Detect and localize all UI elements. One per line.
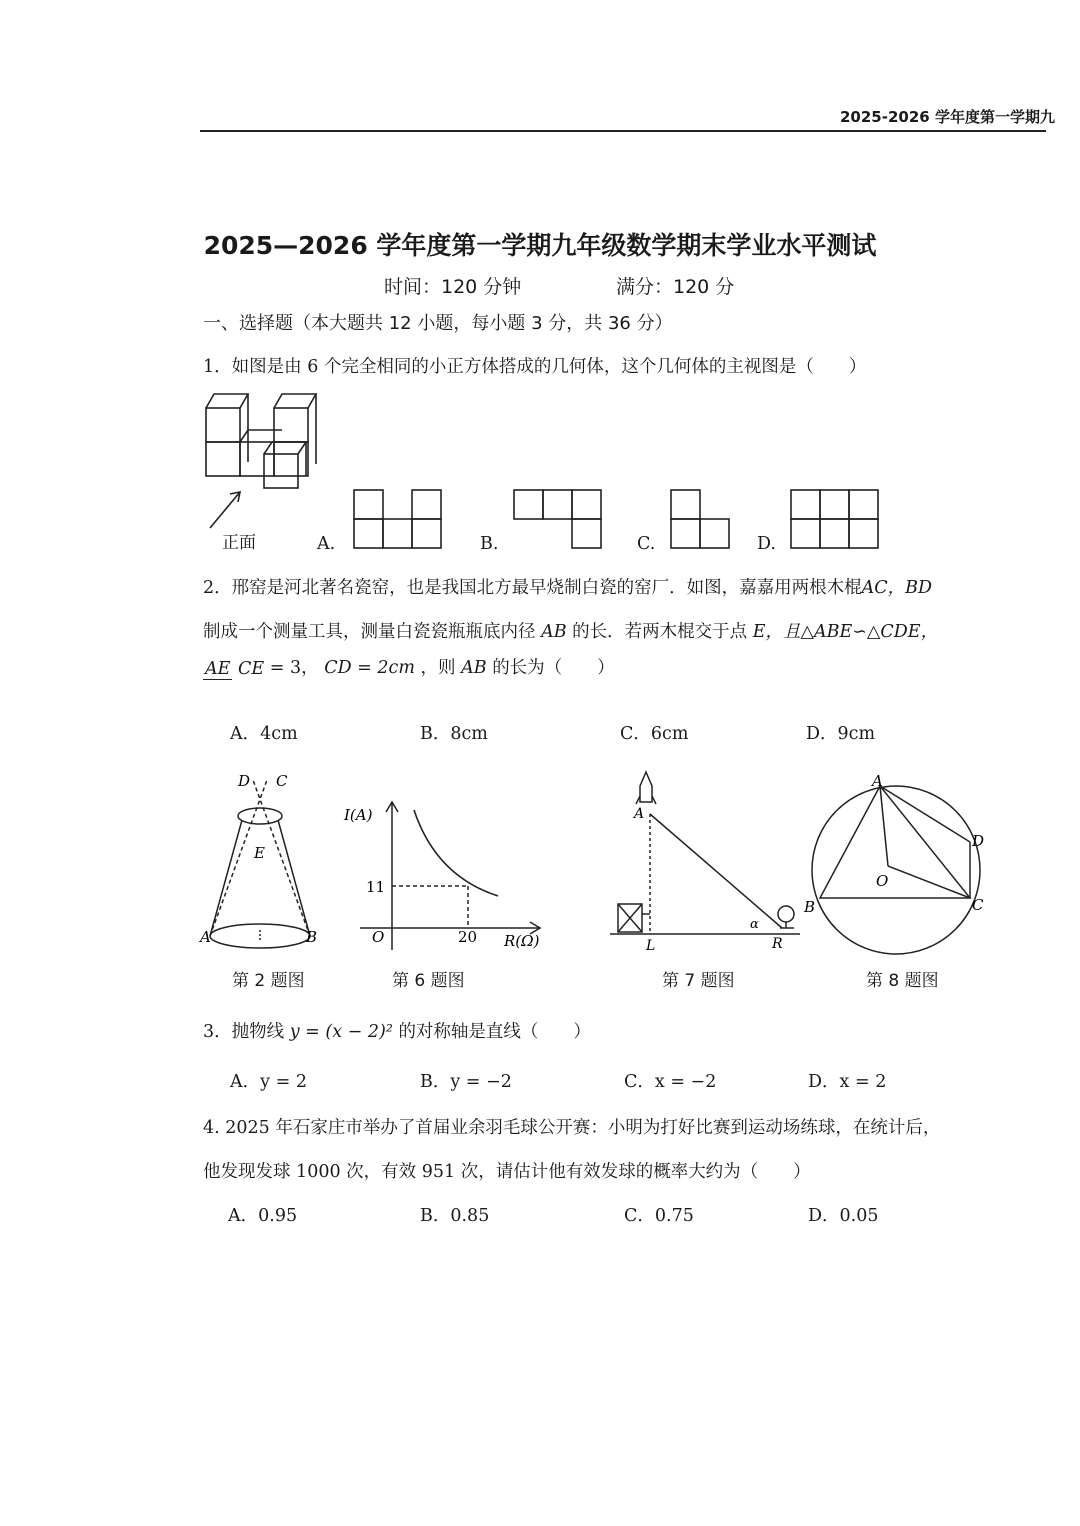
q2-line2-e: E: [752, 622, 766, 642]
fig7-label-alpha: α: [750, 917, 759, 932]
fig6-y-tick: 11: [366, 878, 386, 896]
fig2-caption: 第 2 题图: [232, 971, 305, 991]
q1-front-label: 正面: [222, 533, 256, 553]
q2-line3-ask: 的长为（ ）: [492, 658, 615, 678]
exam-time: 时间：120 分钟: [384, 276, 522, 298]
fig8-label-a: A: [872, 772, 883, 790]
q4-option-d: D．0.05: [808, 1206, 879, 1226]
fig2-bottle-diagram: [196, 768, 326, 956]
q1-option-c-label: C.: [637, 534, 656, 554]
question-3-text: [203, 1018, 591, 1043]
fig2-label-e: E: [254, 844, 265, 862]
question-1-text: 1．如图是由 6 个完全相同的小正方体搭成的几何体，这个几何体的主视图是（ ）: [203, 357, 867, 377]
q2-option-c: C．6cm: [620, 724, 689, 744]
q2-option-b: B．8cm: [420, 724, 488, 744]
q2-line3-cd: CD = 2cm: [324, 658, 415, 678]
q2-line1-tail: AC，BD: [861, 578, 933, 598]
q1-option-b-view: [512, 488, 604, 550]
q1-option-d-label: D.: [757, 534, 776, 554]
q2-line2-ab: AB: [541, 622, 567, 642]
q2-line3-eq: = 3，: [269, 658, 319, 678]
q2-fraction-numerator: AE: [205, 658, 231, 679]
q4-option-b: B．0.85: [420, 1206, 490, 1226]
q2-line2-tail: ，且△ABE∽△CDE，: [765, 622, 939, 642]
fig7-rocket-diagram: [604, 768, 806, 956]
fig6-y-axis-label: I(A): [344, 806, 373, 824]
fig2-label-b: B: [306, 928, 318, 946]
fig6-x-tick: 20: [458, 928, 478, 946]
q1-option-c-view: [669, 488, 733, 550]
q1-solid-figure: [198, 388, 328, 556]
fig6-x-axis-label: R(Ω): [504, 932, 540, 950]
q4-option-a: A．0.95: [228, 1206, 298, 1226]
q2-line1-text: 2．邢窑是河北著名瓷窑，也是我国北方最早烧制白瓷的窑厂．如图，嘉嘉用两根木棍: [203, 578, 862, 598]
fig2-label-a: A: [200, 928, 211, 946]
q2-line2-text: 制成一个测量工具，测量白瓷瓷瓶瓶底内径: [203, 622, 536, 642]
q3-text-b: 的对称轴是直线（ ）: [398, 1022, 591, 1042]
q2-line3-then: ，则: [420, 658, 456, 678]
fig7-label-l: L: [646, 938, 656, 954]
question-4-line-1: 4. 2025 年石家庄市举办了首届业余羽毛球公开赛：小明为打好比赛到运动场练球，在统计后，: [203, 1118, 941, 1138]
question-2-line-1: [203, 574, 932, 599]
fig8-label-d: D: [972, 832, 985, 850]
q3-option-a: A．y = 2: [230, 1072, 307, 1092]
running-header: 2025-2026 学年度第一学期九: [840, 108, 1055, 126]
q3-option-d: D．x = 2: [808, 1072, 887, 1092]
fig2-label-d: D: [238, 772, 251, 790]
q2-fraction: [203, 658, 264, 680]
fig8-circle-diagram: [800, 770, 1000, 960]
question-4-line-2: 他发现发球 1000 次，有效 951 次，请估计他有效发球的概率大约为（ ）: [203, 1162, 811, 1182]
question-2-line-3: [203, 654, 615, 680]
q2-fraction-denominator: CE: [238, 658, 265, 679]
q1-option-d-view: [789, 488, 881, 550]
q1-option-b-label: B.: [480, 534, 499, 554]
exam-title: 2025—2026 学年度第一学期九年级数学期末学业水平测试: [203, 231, 877, 260]
fig8-label-c: C: [972, 896, 984, 914]
q2-option-a: A．4cm: [230, 724, 298, 744]
fig8-label-b: B: [804, 898, 816, 916]
fig7-caption: 第 7 题图: [662, 971, 735, 991]
section-heading: 一、选择题（本大题共 12 小题，每小题 3 分，共 36 分）: [203, 313, 673, 334]
fig6-caption: 第 6 题图: [392, 971, 465, 991]
header-rule: [200, 130, 1046, 132]
fig7-label-a: A: [634, 806, 645, 822]
fig8-caption: 第 8 题图: [866, 971, 939, 991]
exam-score: 满分：120 分: [616, 276, 735, 298]
fig8-label-o: O: [876, 872, 889, 890]
q2-line3-ab: AB: [461, 658, 487, 678]
fig6-graph: [340, 790, 552, 958]
fig2-label-c: C: [276, 772, 288, 790]
fig7-label-r: R: [772, 936, 783, 952]
q1-option-a-label: A.: [317, 534, 336, 554]
q3-option-b: B．y = −2: [420, 1072, 512, 1092]
q4-option-c: C．0.75: [624, 1206, 694, 1226]
question-2-line-2: [203, 618, 938, 643]
q3-text-a: 3．抛物线: [203, 1022, 285, 1042]
q3-option-c: C．x = −2: [624, 1072, 717, 1092]
q2-line2-mid: 的长．若两木棍交于点: [572, 622, 748, 642]
fig6-origin: O: [372, 928, 385, 946]
q1-option-a-view: [352, 488, 444, 550]
q3-expression: y = (x − 2)²: [289, 1022, 393, 1042]
q2-option-d: D．9cm: [806, 724, 876, 744]
